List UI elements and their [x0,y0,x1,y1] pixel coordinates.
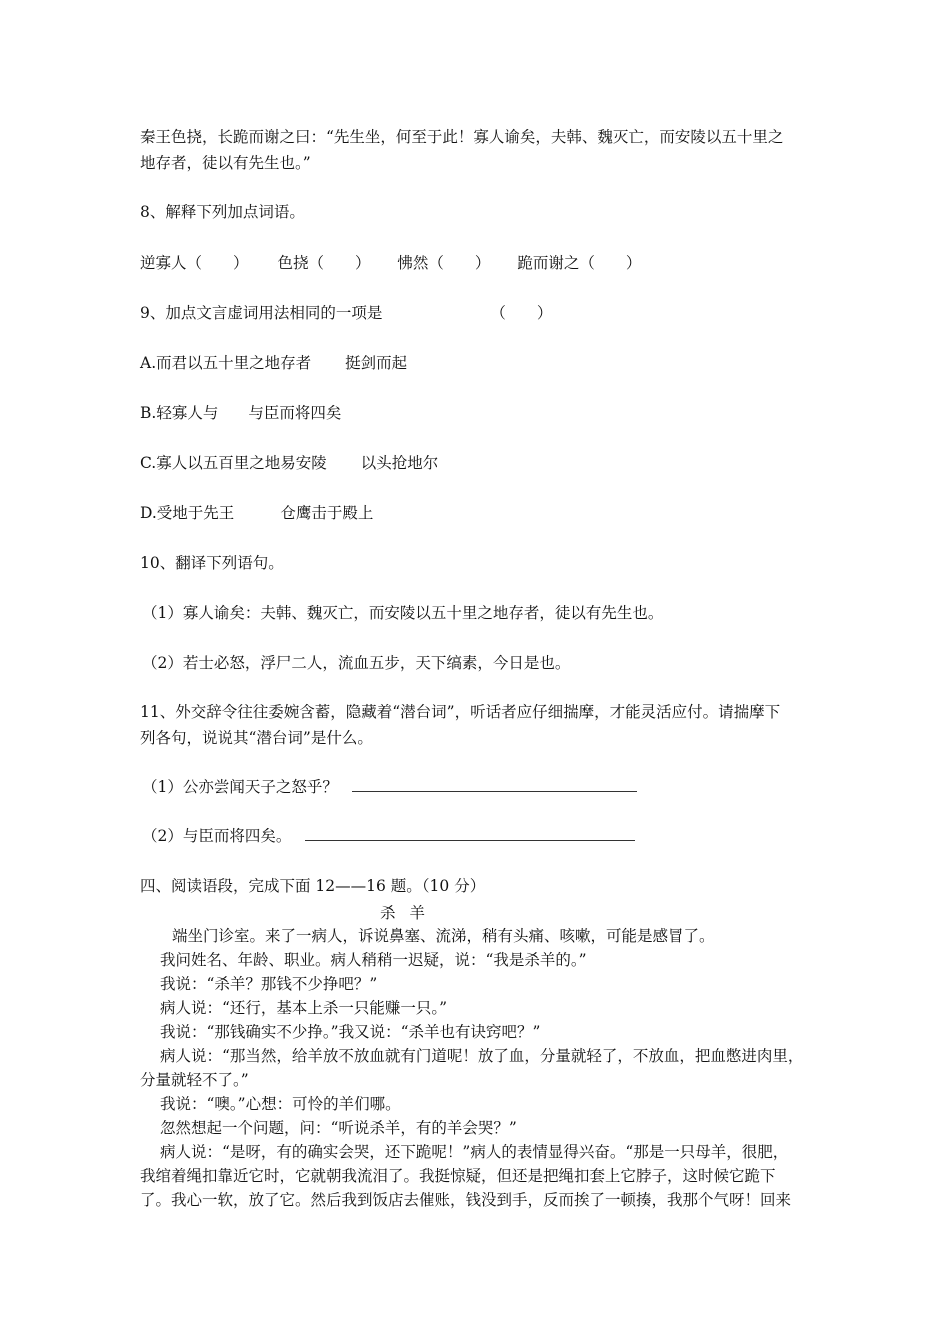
q11-item-text: （1）公亦尝闻天子之怒乎？ [142,778,338,796]
story-line: 我说：“那钱确实不少挣。”我又说：“杀羊也有诀窍吧？” [160,1023,541,1041]
story-line: 我说：“噢。”心想：可怜的羊们哪。 [160,1095,401,1113]
q11-stem-line-2: 列各句，说说其“潜台词”是什么。 [140,729,373,747]
q9-option [140,352,407,374]
q8-item: 怫然（ ） [397,254,491,272]
story-line: 了。我心一软，放了它。然后我到饭店去催账，钱没到手，反而挨了一顿揍，我那个气呀！回来 [140,1191,792,1209]
story-line: 病人说：“是呀，有的确实会哭，还下跪呢！”病人的表情显得兴奋。“那是一只母羊，很肥， [160,1143,789,1161]
q9-option-b: 与臣而将四矣 [248,404,342,422]
q10-stem: 10、翻译下列语句。 [140,554,284,572]
q9-option-b: 挺剑而起 [345,354,408,372]
q9-paren: （ ） [490,304,553,322]
story-line: 忽然想起一个问题，问：“听说杀羊，有的羊会哭？” [160,1119,517,1137]
story-title: 杀羊 [380,904,440,922]
q10-item: （1）寡人谕矣：夫韩、魏灭亡，而安陵以五十里之地存者，徒以有先生也。 [142,604,664,622]
q11-item-text: （2）与臣而将四矣。 [142,827,292,845]
story-line: 我说：“杀羊？那钱不少挣吧？” [160,975,378,993]
section4-heading: 四、阅读语段，完成下面 12——16 题。（10 分） [140,877,486,895]
q9-option-a: D.受地于先王 [140,504,235,522]
q11-item [142,825,635,847]
answer-blank[interactable] [352,777,637,792]
story-line: 端坐门诊室。来了一病人，诉说鼻塞、流涕，稍有头痛、咳嗽，可能是感冒了。 [172,927,715,945]
q9-stem: 9、加点文言虚词用法相同的一项是 [140,304,383,322]
story-line: 我绾着绳扣靠近它时，它就朝我流泪了。我挺惊疑，但还是把绳扣套上它脖子，这时候它跪下 [140,1167,776,1185]
q10-item: （2）若士必怒，浮尸二人，流血五步，天下缟素，今日是也。 [142,654,571,672]
passage-line-1: 秦王色挠，长跪而谢之曰：“先生坐，何至于此！寡人谕矣，夫韩、魏灭亡，而安陵以五十里之 [140,128,784,146]
q8-item: 跪而谢之（ ） [517,254,642,272]
q11-item [142,776,637,798]
passage-line-2: 地存者，徒以有先生也。” [140,154,311,172]
story-line: 病人说：“那当然，给羊放不放血就有门道呢！放了血，分量就轻了，不放血，把血憋进肉里， [160,1047,804,1065]
q9-option-b: 以头抢地尔 [360,454,439,472]
answer-blank[interactable] [305,826,635,841]
q8-item: 色挠（ ） [277,254,371,272]
q9-option [140,452,438,474]
story-line: 我问姓名、年龄、职业。病人稍稍一迟疑，说：“我是杀羊的。” [160,951,587,969]
q9-option [140,402,341,424]
q9-option-a: A.而君以五十里之地存者 [140,354,312,372]
q9-option-b: 仓鹰击于殿上 [280,504,374,522]
q9-stem-line [140,302,552,324]
q8-stem: 8、解释下列加点词语。 [140,203,305,221]
story-line: 病人说：“还行，基本上杀一只能赚一只。” [160,999,448,1017]
q11-stem-line-1: 11、外交辞令往往委婉含蓄，隐藏着“潜台词”，听话者应仔细揣摩，才能灵活应付。请揣摩下 [140,703,781,721]
q9-option-a: B.轻寡人与 [140,404,219,422]
q9-option-a: C.寡人以五百里之地易安陵 [140,454,327,472]
q8-item: 逆寡人（ ） [140,254,249,272]
q8-items [140,252,641,274]
story-line: 分量就轻不了。” [140,1071,249,1089]
q9-option [140,502,373,524]
